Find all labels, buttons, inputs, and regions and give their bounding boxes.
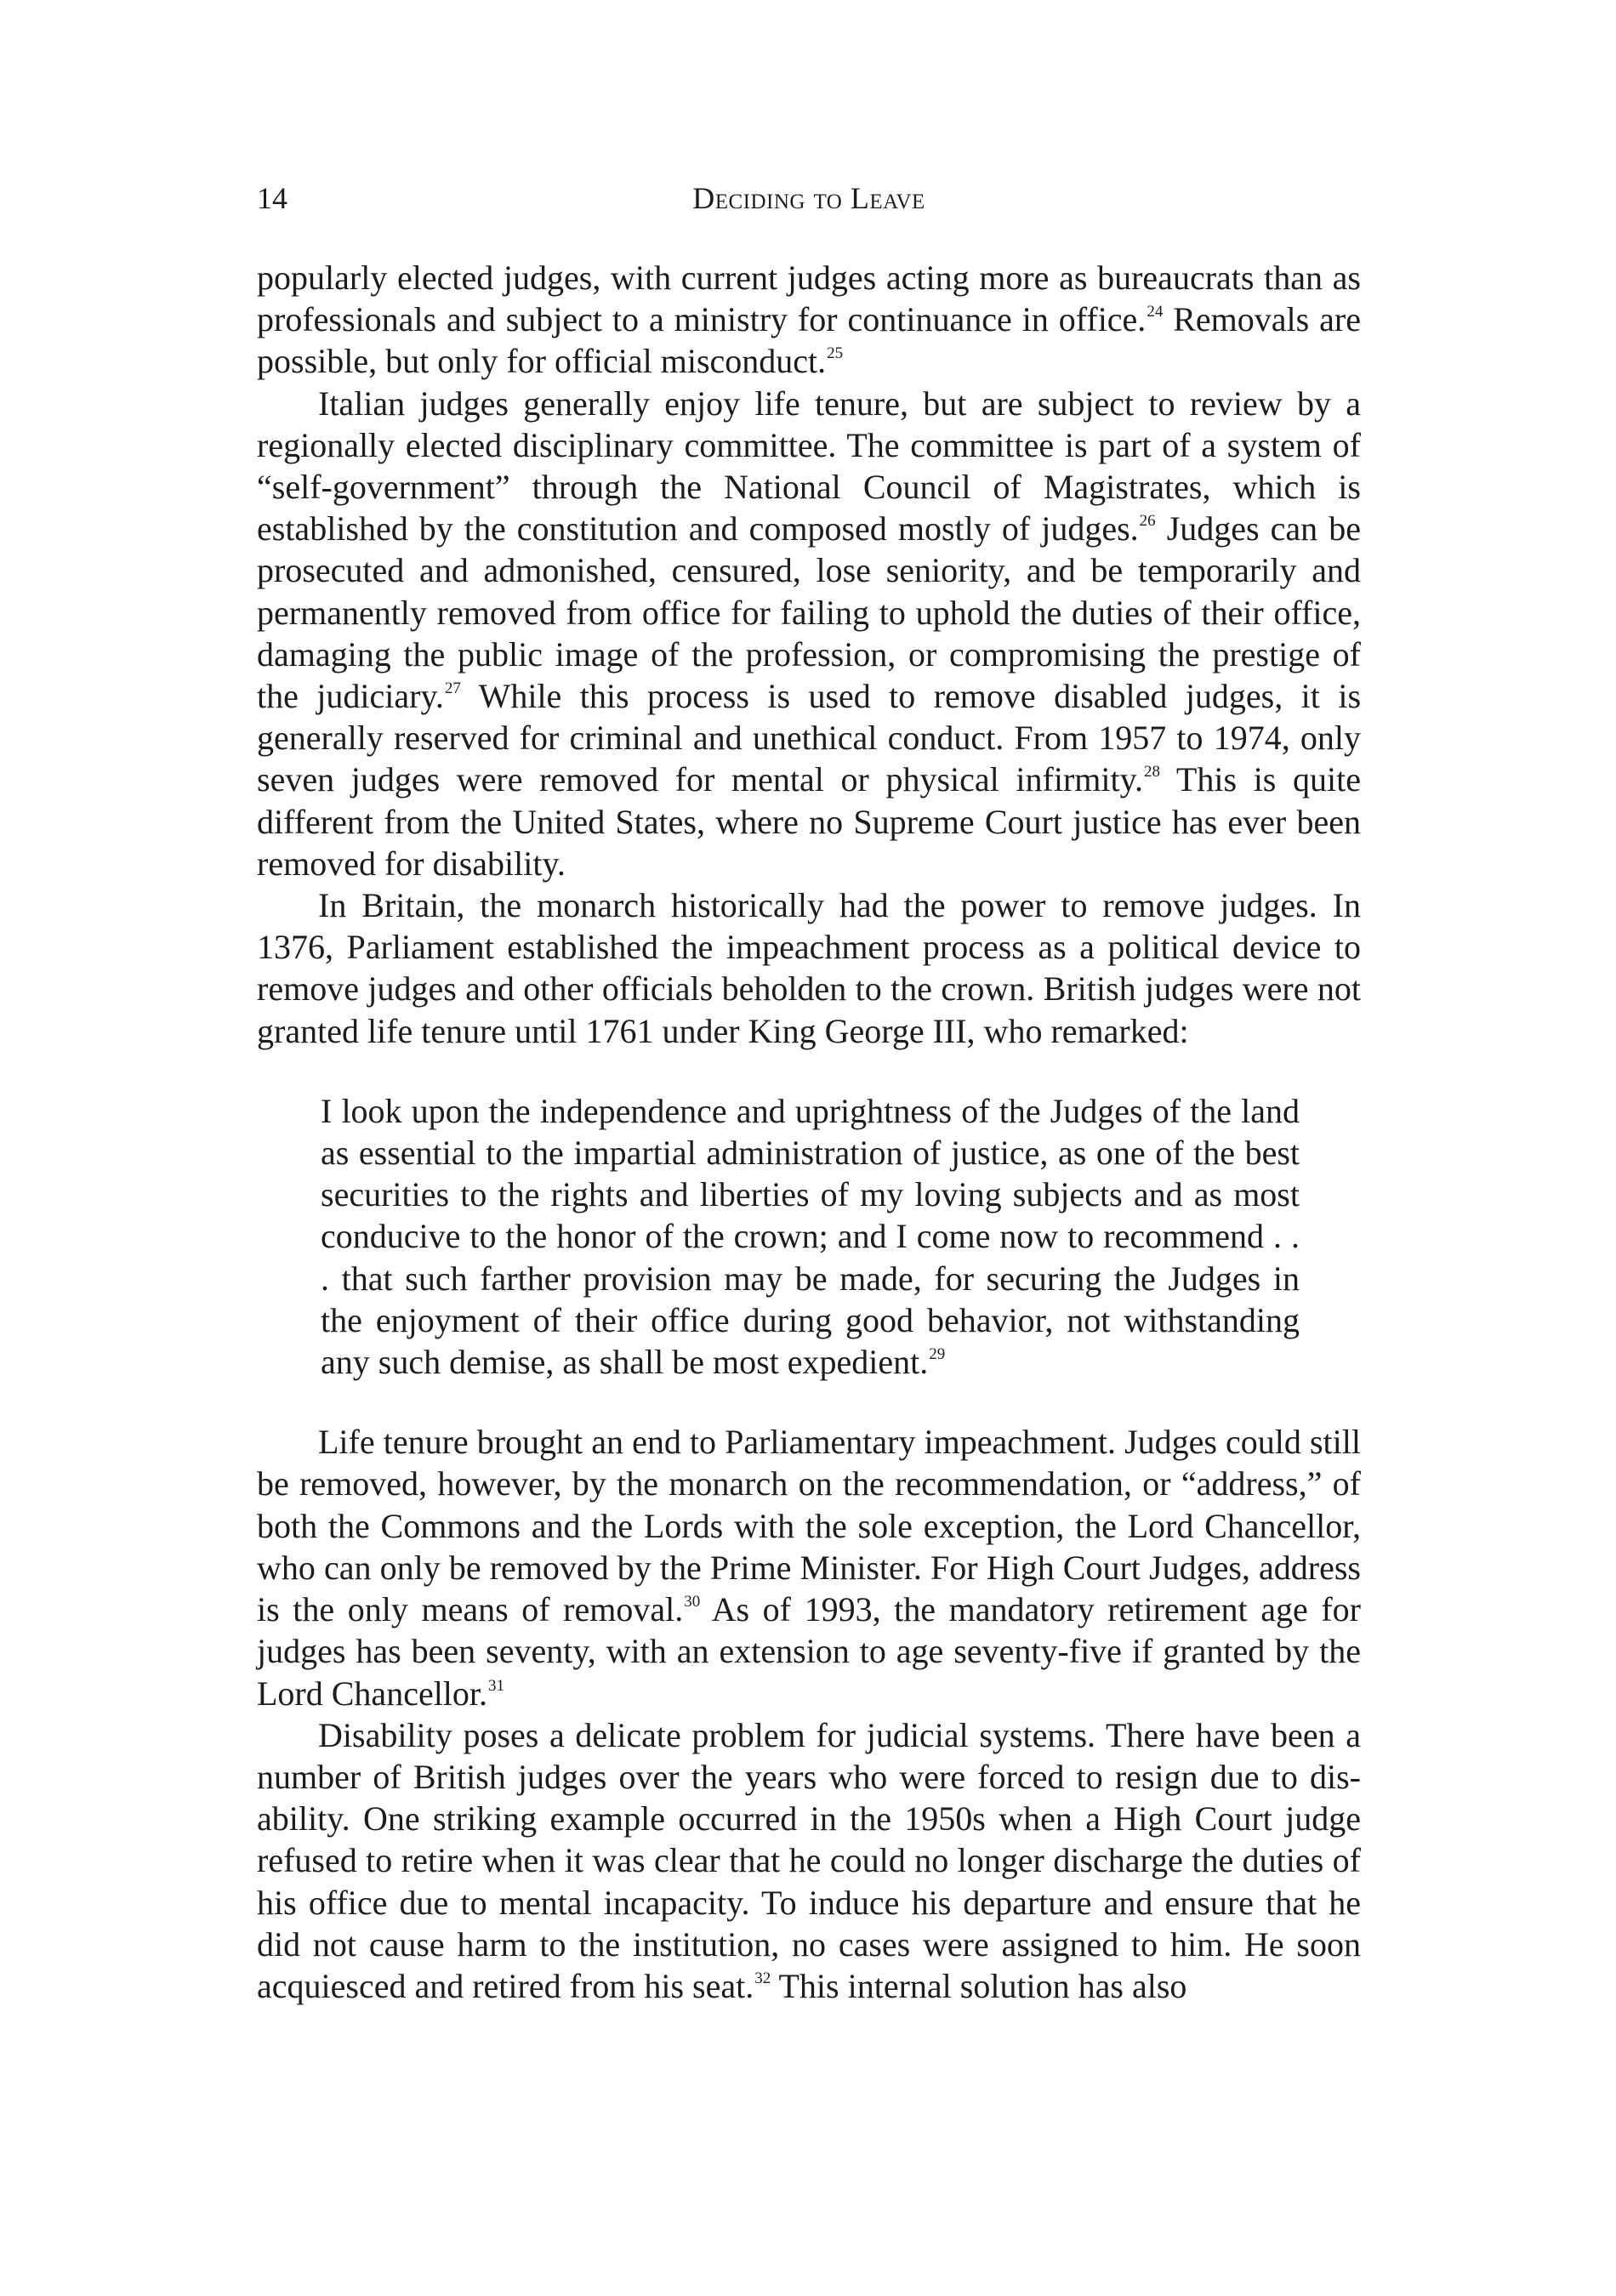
paragraph-text: In Britain, the monarch historically had the power to remove judges. In 1376, Parliament established the impeachment process as a political device to remove judges and other officials beholden to the crown. British judges were not granted life tenure until 1761 under King George III, who remarked: (257, 886, 1361, 1050)
footnote-ref-25: 25 (827, 344, 844, 363)
footnote-ref-27: 27 (444, 679, 461, 698)
paragraph-disability (257, 1714, 1361, 2007)
body-text (257, 257, 1361, 2007)
paragraph-italian-judges (257, 383, 1361, 884)
footnote-ref-32: 32 (754, 1969, 771, 1987)
paragraph-text: Disability poses a delicate problem for judicial systems. There have been a number of British judges over the years who were forced to resign due to disability. One striking example occurred in the 1950s when a High Court judge refused to retire when it was clear that he could no longer discharge the duties of his office due to mental incapacity. To induce his departure and ensure that he did not cause harm to the institution, no cases were assigned to him. He soon acquiesced and retired from his seat. (257, 1715, 1361, 2005)
footnote-ref-29: 29 (929, 1345, 946, 1364)
paragraph-text: This is quite different from the United States, where no Supreme Court justice has ever been removed for disability. (257, 760, 1361, 883)
paragraph-britain (257, 884, 1361, 1052)
paragraph-life-tenure (257, 1421, 1361, 1713)
footnote-ref-28: 28 (1144, 763, 1161, 781)
block-quote-king-george (321, 1090, 1300, 1383)
footnote-ref-24: 24 (1147, 303, 1164, 321)
paragraph-text: Judges can be prosecuted and admonished, censured, lose seniority, and be temporarily and permanently removed from office for failing to uphold the duties of their office, damaging the public image of the profession, or compromising the prestige of the judiciary. (257, 509, 1361, 716)
footnote-ref-26: 26 (1139, 512, 1156, 531)
quote-text: I look upon the independence and uprightness of the Judges of the land as essential to the impartial administration of justice, as one of the best securities to the rights and liberties of my loving subjects and as most conducive to the honor of the crown; and I come now to recommend . . . that such farther provision may be made, for securing the Judges in the enjoyment of their office during good behavior, not withstanding any such demise, as shall be most expedient. (321, 1091, 1300, 1382)
paragraph-continued (257, 257, 1361, 383)
paragraph-text: Italian judges generally enjoy life tenure, but are subject to review by a regionally elected disciplinary committee. The committee is part of a system of “self-government” through the National Council of Magistrates, which is established by the constitution and composed mostly of judges. (257, 384, 1361, 548)
paragraph-text: Life tenure brought an end to Parliamentary impeachment. Judges could still be removed, however, by the monarch on the recommendation, or “address,” of both the Commons and the Lords with the sole exception, the Lord Chancellor, who can only be removed by the Prime Minister. For High Court Judges, address is the only means of removal. (257, 1423, 1361, 1629)
paragraph-text: As of 1993, the mandatory retirement age for judges has been seventy, with an extension to age seventy-five if granted by the Lord Chancellor. (257, 1590, 1361, 1713)
paragraph-text: While this process is used to remove disabled judges, it is generally reserved for criminal and unethical conduct. From 1957 to 1974, only seven judges were removed for mental or physical infirmity. (257, 677, 1362, 799)
footnote-ref-30: 30 (684, 1593, 701, 1611)
paragraph-text: popularly elected judges, with current judges acting more as bureaucrats than as professionals and subject to a ministry for continuance in office. (257, 259, 1361, 339)
paragraph-text: This internal solution has also (771, 1966, 1187, 2005)
footnote-ref-31: 31 (488, 1676, 505, 1695)
paragraph-text: Removals are possible, but only for official misconduct. (257, 300, 1361, 381)
page-number: 14 (257, 181, 287, 215)
running-title: Deciding to Leave (692, 181, 925, 215)
running-head (257, 177, 1361, 219)
